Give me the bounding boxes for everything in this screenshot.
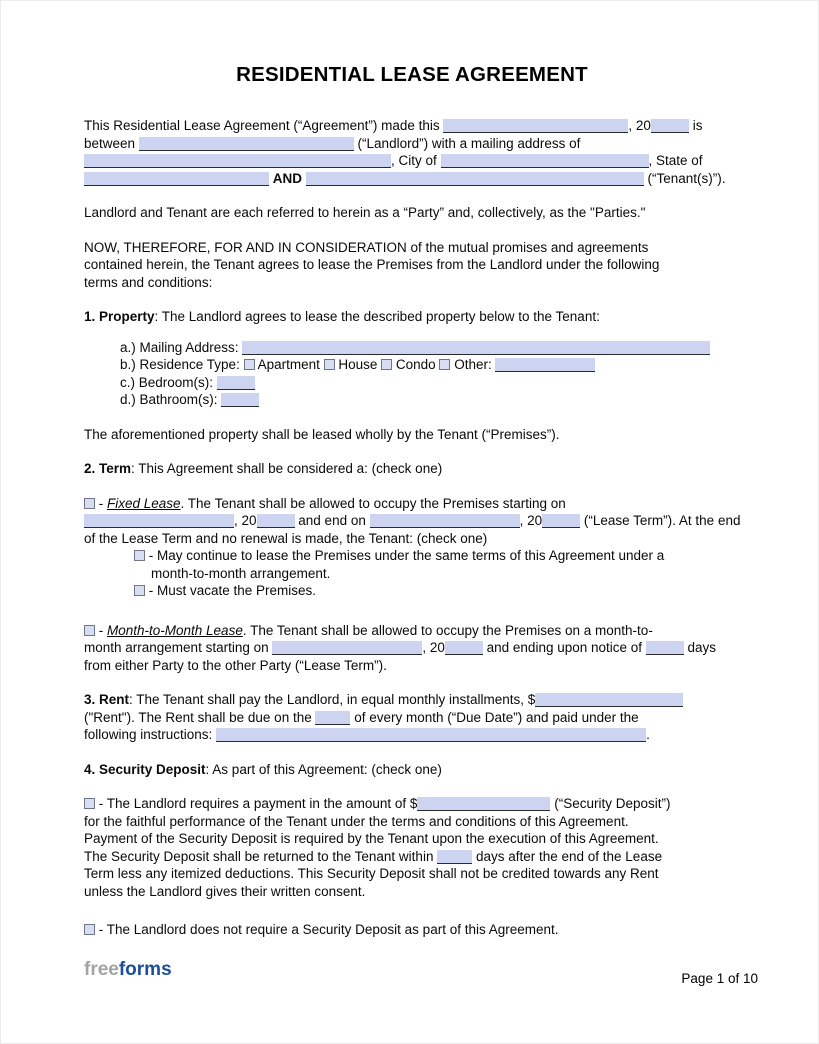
section-2-term-heading [84,460,740,478]
blank-field[interactable] [84,514,234,528]
text-line [84,308,740,326]
text-run: - Must vacate the Premises. [145,583,317,598]
text-line [84,709,740,727]
premises-note [84,426,740,444]
text-run: terms and conditions: [84,274,213,290]
no-security-deposit-option [84,921,740,939]
text-line [84,582,740,600]
document-title: RESIDENTIAL LEASE AGREEMENT [236,63,588,86]
security-deposit-required-option [84,795,740,900]
blank-field[interactable] [370,514,520,528]
text-line [84,761,740,779]
text-run: NOW, THEREFORE, FOR AND IN CONSIDERATION of the mutual promises and agreements [84,239,649,255]
blank-field[interactable] [646,641,684,655]
blank-field[interactable] [306,172,644,186]
blank-field[interactable] [272,641,422,655]
text-line [84,921,740,939]
blank-field[interactable] [139,137,354,151]
text-line [84,639,740,657]
text-run: following instructions: [84,727,217,742]
text-run: The Security Deposit shall be returned to the Tenant within [84,848,438,864]
text-run: Condo [392,357,440,372]
text-run: - The Landlord requires a payment in the amount of $ [95,796,418,811]
text-run: 2. Term [84,461,132,476]
text-line [84,622,740,640]
text-run: . The Tenant shall be allowed to occupy the Premises starting on [180,495,566,511]
text-line [84,374,740,392]
text-run: unless the Landlord gives their written consent. [84,883,366,899]
checkbox[interactable] [134,550,145,561]
text-run: This Residential Lease Agreement (“Agreement”) made this [84,118,444,133]
text-run: : The Landlord agrees to lease the described property below to the Tenant: [154,309,600,324]
text-run: . [646,727,650,742]
text-run: House [334,357,382,372]
blank-field[interactable] [84,154,391,168]
checkbox[interactable] [84,625,95,636]
checkbox[interactable] [134,585,145,596]
page-footer [84,959,758,986]
text-run: of every month (“Due Date”) and paid under the [350,709,639,725]
text-line [84,117,740,135]
blank-field[interactable] [535,693,683,707]
parties-paragraph [84,204,740,222]
document-content [84,63,740,939]
logo-text-free: free [84,959,119,980]
blank-field[interactable] [315,711,350,725]
text-run: (“Tenant(s)”). [643,170,726,186]
text-run: ("Rent"). The Rent shall be due on the [84,709,316,725]
intro-paragraph [84,117,740,187]
text-line [84,204,740,222]
text-line [84,460,740,478]
text-line [84,356,740,374]
text-run: between [84,135,139,151]
text-run: . The Tenant shall be allowed to occupy the Premises on a month-to- [242,622,653,638]
text-run: 4. Security Deposit [84,761,206,777]
text-line [84,848,740,866]
text-run: Landlord and Tenant are each referred to herein as a “Party” and, collectively, as the "Parties." [84,205,646,220]
text-run: : This Agreement shall be considered a: (check one) [131,461,443,476]
section-1-property-heading [84,308,740,326]
text-run: for the faithful performance of the Tenant under the terms and conditions of this Agreement. [84,813,629,829]
text-run: , 20 [519,513,543,528]
blank-field[interactable] [221,393,259,407]
text-run: 3. Rent [84,692,130,707]
text-run: b.) Residence Type: [120,357,244,372]
text-line [84,135,740,153]
text-line [84,795,740,813]
text-run: - May continue to lease the Premises under the same terms of this Agreement under a [145,548,665,563]
text-run: days after the end of the Lease [472,848,663,864]
page-number: Page 1 of 10 [681,971,758,986]
text-line [84,813,740,831]
text-line [84,170,740,188]
text-line [84,152,740,170]
checkbox[interactable] [244,359,255,370]
blank-field[interactable] [437,850,472,864]
checkbox[interactable] [84,498,95,509]
text-line [84,883,740,901]
text-run: Apartment [254,357,324,372]
text-line [84,426,740,444]
text-run: month arrangement starting on [84,640,273,655]
checkbox[interactable] [381,359,392,370]
text-line [84,691,740,709]
blank-field[interactable] [242,341,710,355]
text-run: , City of [391,153,441,168]
text-run: - [95,495,107,511]
text-run: days [683,640,717,655]
text-run: , 20 [422,640,445,655]
text-run: Term less any itemized deductions. This Security Deposit shall not be credited towards any Rent [84,866,659,881]
blank-field[interactable] [84,172,269,186]
text-run: The aforementioned property shall be leased wholly by the Tenant (“Premises”). [84,426,560,442]
checkbox[interactable] [324,359,335,370]
checkbox[interactable] [439,359,450,370]
property-detail-list [84,339,740,409]
blank-field[interactable] [495,358,595,372]
text-run: , State of [648,153,703,168]
document-body [84,117,740,939]
text-line [84,530,740,548]
blank-field[interactable] [542,514,580,528]
month-to-month-option [84,622,740,675]
text-run: and end on [294,513,370,528]
blank-field[interactable] [417,797,550,811]
fixed-lease-option [84,495,740,600]
text-run: contained herein, the Tenant agrees to lease the Premises from the Landlord under the following [84,257,660,272]
text-line [84,547,740,565]
text-run: c.) Bedroom(s): [120,374,217,390]
text-run: : As part of this Agreement: (check one) [205,761,442,777]
text-run: Other: [450,357,496,372]
checkbox[interactable] [84,924,95,935]
blank-field[interactable] [257,514,295,528]
text-run: , 20 [234,513,257,528]
text-run: (“Security Deposit”) [550,796,671,811]
text-run: Payment of the Security Deposit is required by the Tenant upon the execution of this Agreement. [84,831,659,846]
section-4-security-deposit-heading [84,761,740,779]
blank-field[interactable] [651,119,689,133]
text-run: - The Landlord does not require a Security Deposit as part of this Agreement. [95,922,559,937]
text-line [84,495,740,513]
text-run: Month-to-Month Lease [107,622,243,638]
text-run: is [688,118,703,133]
text-run: AND [272,170,303,186]
text-line [84,830,740,848]
text-run: and ending upon notice of [482,640,646,655]
text-line [84,865,740,883]
blank-field[interactable] [441,154,649,168]
consideration-paragraph [84,239,740,292]
text-line [84,512,740,530]
logo-text-forms: forms [118,959,172,980]
text-run: d.) Bathroom(s): [120,392,222,407]
text-line [84,239,740,257]
blank-field[interactable] [443,119,628,133]
text-line [84,274,740,292]
text-run: a.) Mailing Address: [120,339,243,355]
text-line [84,391,740,409]
blank-field[interactable] [217,376,255,390]
text-line [84,256,740,274]
blank-field[interactable] [445,641,483,655]
text-run: from either Party to the other Party (“Lease Term”). [84,657,387,673]
freeforms-logo [84,959,172,981]
text-line [84,565,740,583]
text-run: of the Lease Term and no renewal is made, the Tenant: (check one) [84,530,488,546]
text-run: 1. Property [84,309,155,324]
text-line [84,726,740,744]
text-run: - [95,622,107,638]
text-run: : The Tenant shall pay the Landlord, in equal monthly installments, $ [129,692,536,707]
text-run: , 20 [628,118,651,133]
text-run: Fixed Lease [107,495,181,511]
text-line [84,339,740,357]
text-line [84,657,740,675]
blank-field[interactable] [216,728,646,742]
text-run: (“Landlord”) with a mailing address of [353,135,581,151]
text-run: (“Lease Term”). At the end [580,513,741,528]
checkbox[interactable] [84,798,95,809]
text-run: month-to-month arrangement. [151,565,331,581]
section-3-rent [84,691,740,744]
